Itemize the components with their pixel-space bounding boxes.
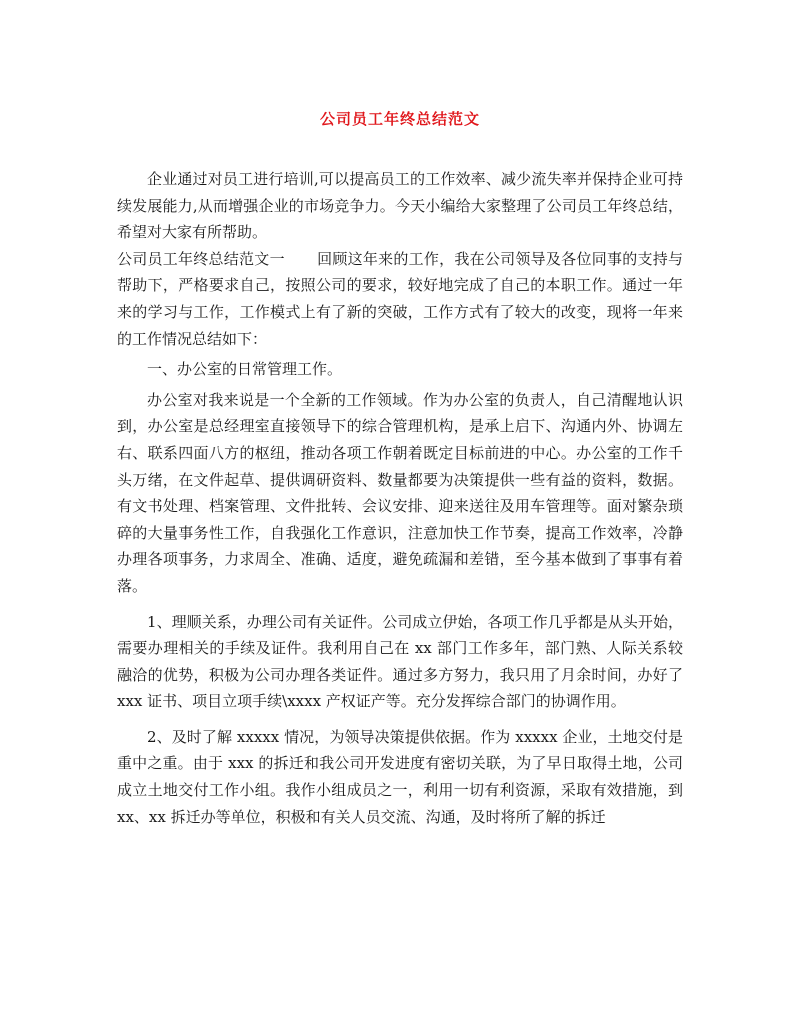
intro-paragraph: 企业通过对员工进行培训,可以提高员工的工作效率、减少流失率并保持企业可持续发展能力,从而增强企业的市场竞争力。今天小编给大家整理了公司员工年终总结，希望对大家有所帮助。 xyxy=(117,170,683,242)
office-paragraph: 办公室对我来说是一个全新的工作领域。作为办公室的负责人，自己清醒地认识到，办公室是总经理室直接领导下的综合管理机构，是承上启下、沟通内外、协调左右、联系四面八方的枢纽，推动各项工作朝着既定目标前进的中心。办公室的工作千头万绪，在文件起草、提供调研资料、数量都要为决策提供一些有益的资料，数据。有文书处理、档案管理、文件批转、会议安排、迎来送往及用车管理等。面对繁杂琐碎的大量事务性工作，自我强化工作意识，注意加快工作节奏，提高工作效率，冷静办理各项事务，力求周全、准确、适度，避免疏漏和差错，至今基本做到了事事有着落。 xyxy=(117,390,683,595)
section-intro-text: 回顾这年来的工作，我在公司领导及各位同事的支持与帮助下，严格要求自己，按照公司的要求，较好地完成了自己的本职工作。通过一年来的学习与工作，工作模式上有了新的突破，工作方式有了较大的改变，现将一年来的工作情况总结如下： xyxy=(117,249,683,348)
heading-office-management: 一、办公室的日常管理工作。 xyxy=(147,360,343,379)
section-label: 公司员工年终总结范文一 xyxy=(117,249,285,268)
item1-paragraph: 1、理顺关系，办理公司有关证件。公司成立伊始，各项工作几乎都是从头开始，需要办理相关的手续及证件。我利用自己在 xx 部门工作多年，部门熟、人际关系较融洽的优势，积极为公司办理各类证件。通过多方努力，我只用了月余时间，办好了 xxx 证书、项目立项手续\xxxx 产权证产等。充分发挥综合部门的协调作用。 xyxy=(117,612,683,711)
section-intro-paragraph xyxy=(117,246,683,352)
document-body xyxy=(117,166,683,830)
document-title: 公司员工年终总结范文 xyxy=(319,110,480,128)
item2-paragraph: 2、及时了解 xxxxx 情况，为领导决策提供依据。作为 xxxxx 企业，土地交付是重中之重。由于 xxx 的拆迁和我公司开发进度有密切关联，为了早日取得土地，公司成立土地交付工作小组。我作小组成员之一，利用一切有利资源，采取有效措施，到 xx、xx 拆迁办等单位，积极和有关人员交流、沟通，及时将所了解的拆迁 xyxy=(117,727,683,826)
